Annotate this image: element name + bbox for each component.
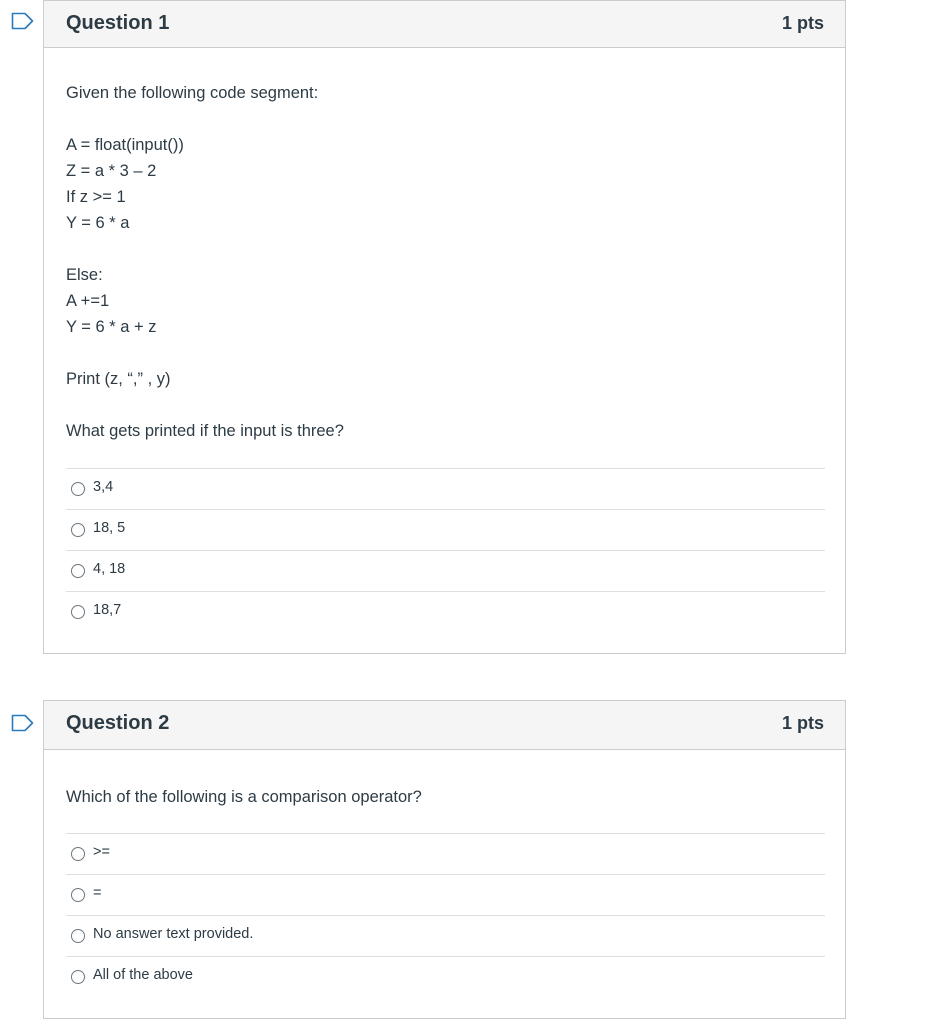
question-prompt: Which of the following is a comparison operator? [66,788,422,806]
code-line: A +=1 [66,292,110,310]
answer-option[interactable] [66,956,825,997]
answer-option[interactable] [66,915,825,956]
question-paragraph: Given the following code segment: [66,84,319,102]
question-1 [43,0,846,654]
radio-icon[interactable] [71,970,85,984]
answer-list [66,833,825,997]
answer-label: >= [93,844,110,860]
code-line: Print (z, “,” , y) [66,370,171,388]
answer-list [66,468,825,632]
code-line: Else: [66,266,103,284]
answer-option[interactable] [66,591,825,632]
flag-question-icon[interactable] [11,714,35,732]
radio-icon[interactable] [71,523,85,537]
code-line: Y = 6 * a [66,214,130,232]
code-line: A = float(input()) [66,136,184,154]
answer-label: 4, 18 [93,561,126,577]
answer-option[interactable] [66,833,825,874]
radio-icon[interactable] [71,482,85,496]
answer-label: All of the above [93,967,193,983]
question-points: 1 pts [781,13,824,33]
question-2 [43,700,846,1019]
code-line: Z = a * 3 – 2 [66,162,157,180]
answer-option[interactable] [66,874,825,915]
answer-label: = [93,885,102,901]
answer-option[interactable] [66,509,825,550]
radio-icon[interactable] [71,847,85,861]
radio-icon[interactable] [71,564,85,578]
code-line: Y = 6 * a + z [66,318,157,336]
question-title: Question 2 [66,712,170,734]
question-points: 1 pts [781,713,824,733]
answer-option[interactable] [66,468,825,509]
answer-label: No answer text provided. [93,926,254,942]
answer-label: 18, 5 [93,520,126,536]
question-title: Question 1 [66,12,170,34]
question-prompt: What gets printed if the input is three? [66,422,344,440]
question-header [44,701,845,750]
code-line: If z >= 1 [66,188,126,206]
answer-label: 18,7 [93,602,122,618]
answer-label: 3,4 [93,479,114,495]
flag-question-icon[interactable] [11,12,35,30]
radio-icon[interactable] [71,929,85,943]
radio-icon[interactable] [71,888,85,902]
radio-icon[interactable] [71,605,85,619]
question-header [44,1,845,48]
answer-option[interactable] [66,550,825,591]
